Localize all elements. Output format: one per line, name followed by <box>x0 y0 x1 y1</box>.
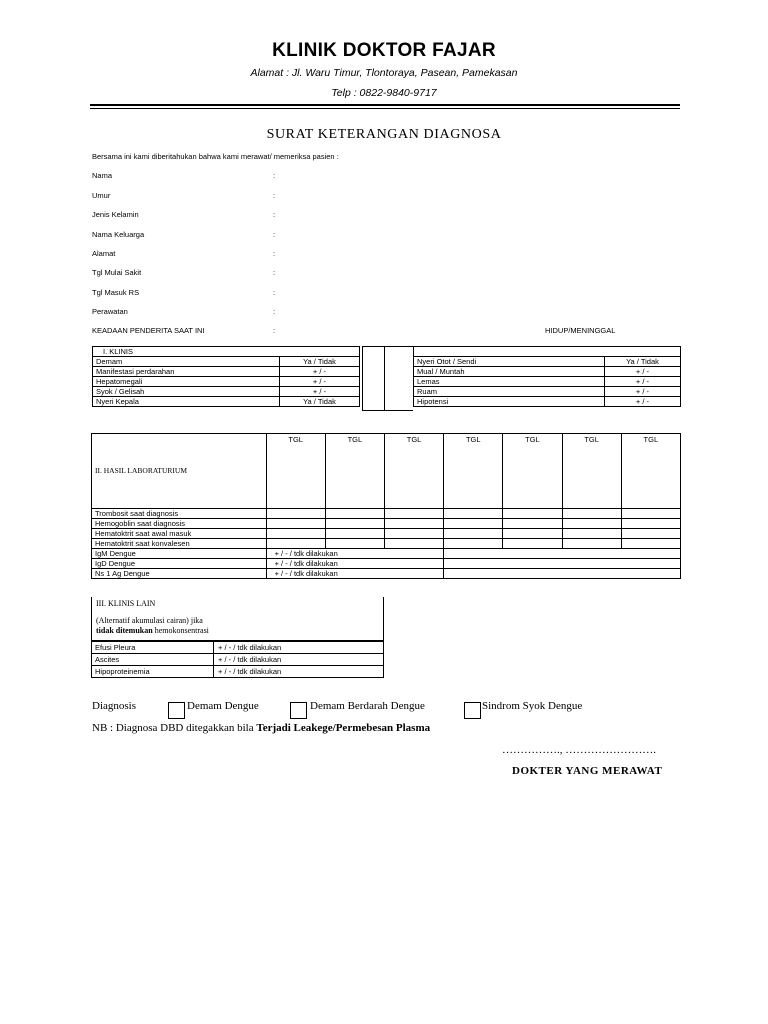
klinis-heading: I. KLINIS <box>93 347 360 357</box>
klinis-label: Hipotensi <box>414 397 605 407</box>
klinis-lain-label: Hipoproteinemia <box>92 666 214 678</box>
klinis-lain-note: (Alternatif akumulasi cairan) jika <box>96 616 203 625</box>
lab-row-label: Hematoktrit saat awal masuk <box>92 529 267 539</box>
lab-date-header: TGL <box>621 434 680 509</box>
table-row <box>92 529 681 539</box>
table-row <box>93 387 360 397</box>
klinis-lain-table <box>91 641 384 678</box>
field-colon: : <box>273 268 276 277</box>
header-divider-thin <box>90 108 680 109</box>
klinis-value: + / - <box>280 367 360 377</box>
diagnosis-note-prefix: NB : Diagnosa DBD ditegakkan bila <box>92 722 257 734</box>
lab-date-header: TGL <box>444 434 503 509</box>
klinis-lain-value: + / - / tdk dilakukan <box>214 642 384 654</box>
table-row <box>414 397 681 407</box>
klinis-value: + / - <box>605 367 681 377</box>
klinis-lain-note-rest: hemokonsentrasi <box>152 626 209 635</box>
field-colon: : <box>273 171 276 180</box>
table-row <box>92 519 681 529</box>
diagnosis-option-sindrom-syok: Sindrom Syok Dengue <box>482 700 583 712</box>
field-label-alamat: Alamat <box>92 249 116 258</box>
field-label-nama: Nama <box>92 171 113 180</box>
klinis-right-table <box>413 346 681 407</box>
checkbox-demam-dengue[interactable] <box>168 702 185 719</box>
diagnosis-option-demam-dengue: Demam Dengue <box>187 700 259 712</box>
field-colon: : <box>273 249 276 258</box>
klinis-value: + / - <box>605 397 681 407</box>
klinis-label: Syok / Gelisah <box>93 387 280 397</box>
klinis-label: Manifestasi perdarahan <box>93 367 280 377</box>
klinis-left-table <box>92 346 360 407</box>
lab-row-label: Trombosit saat diagnosis <box>92 509 267 519</box>
klinis-label: Lemas <box>414 377 605 387</box>
table-row <box>414 387 681 397</box>
clinic-name: KLINIK DOKTOR FAJAR <box>272 40 496 61</box>
klinis-lain-label: Ascites <box>92 654 214 666</box>
lab-row-label: Ns 1 Ag Dengue <box>92 569 267 579</box>
table-row <box>93 367 360 377</box>
header-divider-thick <box>90 104 680 106</box>
klinis-lain-note-bold: tidak ditemukan <box>96 626 153 635</box>
klinis-lain-heading: III. KLINIS LAIN <box>96 599 156 608</box>
klinis-value: Ya / Tidak <box>605 357 681 367</box>
lab-row-label: Hematoktrit saat konvalesen <box>92 539 267 549</box>
klinis-lain-value: + / - / tdk dilakukan <box>214 654 384 666</box>
clinic-phone: Telp : 0822-9840-9717 <box>331 87 437 99</box>
field-colon: : <box>273 230 276 239</box>
table-row <box>414 377 681 387</box>
table-row <box>92 549 681 559</box>
table-row <box>93 397 360 407</box>
field-colon: : <box>273 288 276 297</box>
lab-date-header: TGL <box>266 434 325 509</box>
lab-serology-value: + / - / tdk dilakukan <box>266 559 444 569</box>
lab-heading: II. HASIL LABORATURIUM <box>92 434 267 509</box>
checkbox-sindrom-syok-dengue[interactable] <box>464 702 481 719</box>
klinis-value: + / - <box>280 377 360 387</box>
field-colon: : <box>273 210 276 219</box>
table-row <box>93 357 360 367</box>
table-row <box>92 539 681 549</box>
lab-date-header: TGL <box>384 434 443 509</box>
field-colon: : <box>273 307 276 316</box>
klinis-gap-box-left <box>362 346 385 411</box>
klinis-lain-label: Efusi Pleura <box>92 642 214 654</box>
table-row <box>93 377 360 387</box>
klinis-value: Ya / Tidak <box>280 357 360 367</box>
diagnosis-note-bold: Terjadi Leakege/Permebesan Plasma <box>256 722 431 734</box>
table-row <box>414 357 681 367</box>
klinis-label: Nyeri Otot / Sendi <box>414 357 605 367</box>
klinis-lain-value: + / - / tdk dilakukan <box>214 666 384 678</box>
lab-row-label: IgM Dengue <box>92 549 267 559</box>
table-row <box>92 666 384 678</box>
lab-table <box>91 433 681 579</box>
intro-text: Bersama ini kami diberitahukan bahwa kami merawat/ memeriksa pasien : <box>92 152 339 161</box>
field-colon: : <box>273 191 276 200</box>
checkbox-demam-berdarah-dengue[interactable] <box>290 702 307 719</box>
klinis-label: Mual / Muntah <box>414 367 605 377</box>
field-label-tgl-mulai-sakit: Tgl Mulai Sakit <box>92 268 142 277</box>
klinis-label: Ruam <box>414 387 605 397</box>
lab-date-header: TGL <box>325 434 384 509</box>
lab-row-label: Hemogoblin saat diagnosis <box>92 519 267 529</box>
klinis-label: Nyeri Kepala <box>93 397 280 407</box>
klinis-value: + / - <box>605 377 681 387</box>
table-row <box>92 569 681 579</box>
table-row <box>92 642 384 654</box>
klinis-label: Demam <box>93 357 280 367</box>
lab-date-header: TGL <box>503 434 562 509</box>
diagnosis-label: Diagnosis <box>92 700 136 712</box>
table-row <box>92 559 681 569</box>
klinis-label: Hepatomegali <box>93 377 280 387</box>
lab-serology-value: + / - / tdk dilakukan <box>266 569 444 579</box>
field-label-keadaan: KEADAAN PENDERITA SAAT INI <box>92 326 205 335</box>
signature-place-date: ……………., ……………………. <box>502 744 656 756</box>
klinis-gap-box-mid <box>385 346 413 411</box>
field-colon: : <box>273 326 276 335</box>
clinic-address: Alamat : Jl. Waru Timur, Tlontoraya, Pasean, Pamekasan <box>250 67 518 79</box>
klinis-lain-box <box>91 597 384 641</box>
field-label-umur: Umur <box>92 191 111 200</box>
field-label-jenis-kelamin: Jenis Kelamin <box>92 210 139 219</box>
diagnosis-note <box>92 722 430 734</box>
field-label-perawatan: Perawatan <box>92 307 128 316</box>
klinis-lain-note-2 <box>96 626 209 635</box>
diagnosis-option-dbd: Demam Berdarah Dengue <box>310 700 425 712</box>
document-title: SURAT KETERANGAN DIAGNOSA <box>266 127 502 142</box>
lab-serology-value: + / - / tdk dilakukan <box>266 549 444 559</box>
lab-row-label: IgD Dengue <box>92 559 267 569</box>
klinis-value: Ya / Tidak <box>280 397 360 407</box>
field-label-nama-keluarga: Nama Keluarga <box>92 230 145 239</box>
lab-date-header: TGL <box>562 434 621 509</box>
klinis-value: + / - <box>605 387 681 397</box>
table-row <box>92 509 681 519</box>
field-label-tgl-masuk-rs: Tgl Masuk RS <box>92 288 140 297</box>
table-row <box>92 654 384 666</box>
klinis-value: + / - <box>280 387 360 397</box>
state-options: HIDUP/MENINGGAL <box>545 326 616 335</box>
signature-doctor: DOKTER YANG MERAWAT <box>512 765 663 777</box>
table-row <box>414 367 681 377</box>
